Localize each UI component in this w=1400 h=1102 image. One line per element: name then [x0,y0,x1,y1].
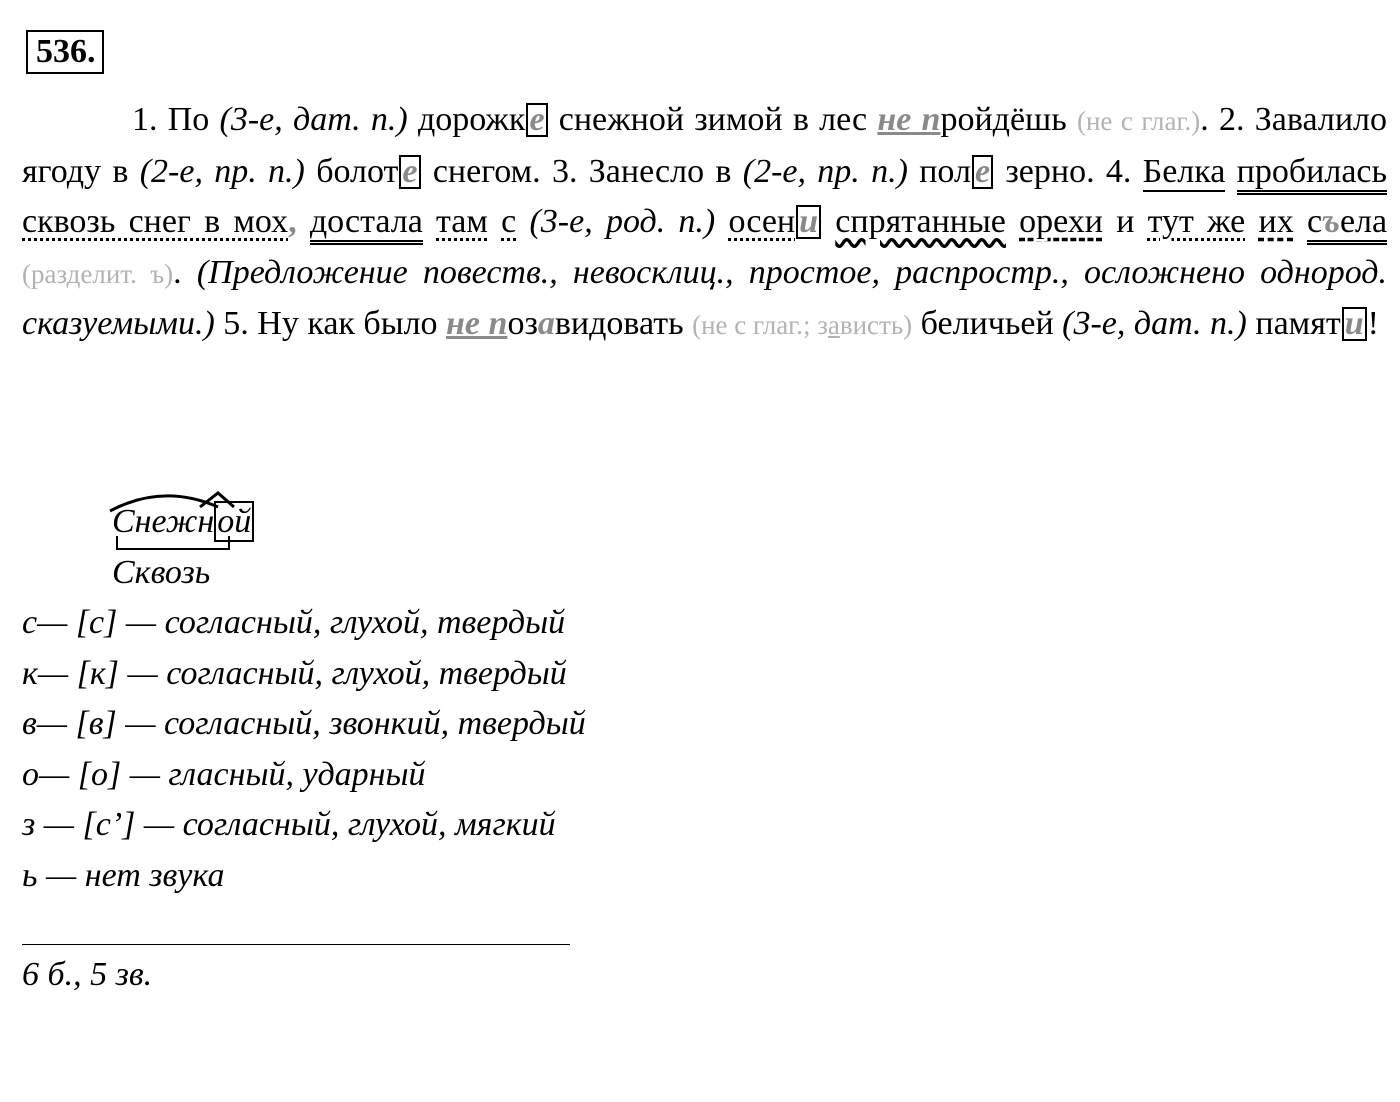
phonetic-word: Сквозь [112,553,211,591]
vowel-underline: а [827,310,840,340]
case-note: (3-е, дат. п.) [1062,305,1247,342]
stem-bracket [116,536,230,550]
predicate-word [1307,203,1387,245]
text-run: пол [907,152,971,190]
ending-letter-box: е [399,155,420,189]
text-run: и [1102,203,1148,240]
morpheme-analysis-word [112,497,254,548]
root-arc [110,496,218,511]
morpheme-analysis-line [22,497,586,548]
negation-highlight: не п [446,305,508,342]
phonetic-line: ь — нет звука [22,856,225,894]
word-stem: Снежн [112,503,215,540]
text-run: памят [1246,305,1341,342]
comma-mark: , [288,203,297,240]
suffix-caret [200,493,234,507]
text-run: ела [1339,203,1388,240]
adverbial-word: осен [728,203,796,240]
phonetic-line: к— [к] — согласный, глухой, твердый [22,654,567,692]
predicate-word: достала [310,203,423,245]
sentence-characteristic: (Предложение повеств., невосклиц., простое, распростр., осложнено однород. сказуемыми.) [22,253,1387,342]
text-run: . 2. Завалило ягоду в [22,101,1387,190]
case-note: (2-е, пр. п.) [742,152,908,190]
word-analysis-block [22,497,586,901]
adverbial-word: там [436,203,488,240]
text-run: ройдёшь [940,101,1077,138]
ending-letter-box: е [972,155,993,189]
word-ending-box: ой [214,501,254,542]
negation-highlight: не п [877,101,941,138]
text-run: с [1306,203,1323,240]
text-run: беличьей [912,305,1063,342]
root-and-suffix-marks [108,487,238,517]
predicate-word: пробилась [1237,153,1387,195]
text-run: оз [507,305,538,342]
phonetic-line: с— [с] — согласный, глухой, твердый [22,604,566,641]
hard-sign-highlight: ъ [1322,203,1340,240]
ending-letter-box: и [1342,307,1367,341]
object-word: орехи [1019,203,1103,240]
adverbial-word: тут же [1147,203,1246,240]
case-note: (3-е, дат. п.) [219,101,408,138]
text-run: дорожк [407,101,526,138]
phonetic-line: о— [о] — гласный, ударный [22,755,426,793]
exercise-number: 536. [26,30,104,74]
text-run: снежной зимой в лес [548,101,878,138]
gray-note [692,310,912,340]
gray-note: (не с глаг.) [1076,106,1201,136]
ending-letter-box: е [526,103,547,137]
subject-word: Белка [1142,152,1226,190]
text-run: ! [1367,305,1379,342]
gray-note: (разделит. ъ) [22,258,174,289]
preposition-word: с [501,203,517,240]
exercise-text: 1. По (3-е, дат. п.) дорожк е снежной зимой в лес не пройдёшь (не с глаг.). 2. Завалило ягоду в (2-е, пр. п.) болот е снегом. 3. Занесло в (2-е, пр. п.) пол е зерно. 4. Белка пробилась сквозь снег в мох, достала там с (3-е, род. п.) осен и спрятанные орехи и тут же их съела (разделит. ъ). (Предложение повеств., невосклиц., простое, распростр., осложнено однород. сказуемыми.) 5. Ну как было не позавидовать (не с глаг.; зависть) беличьей (3-е, дат. п.) памят и ! [22,101,1388,342]
text-run: зерно. 4. [994,152,1143,190]
text-run: 1. По [132,101,220,138]
ending-letter-box: и [796,205,821,239]
letters-sounds-summary: 6 б., 5 зв. [22,956,153,993]
adverbial-phrase: сквозь снег в мох [22,203,289,240]
divider-line [22,944,570,945]
vowel-highlight: а [537,305,555,342]
case-note: (2-е, пр. п.) [139,152,305,190]
attribute-word: спрятанные [835,203,1006,240]
text-run: (не с глаг.; з [692,310,828,340]
text-run: снегом. 3. Занесло в [421,152,743,190]
text-run: висть) [839,310,913,340]
object-word: их [1258,203,1294,240]
text-run: болот [304,152,399,190]
phonetic-line: в— [в] — согласный, звонкий, твердый [22,705,586,742]
text-run: видовать [554,305,693,342]
text-run: 5. Ну как было [223,305,447,342]
case-note: (3-е, род. п.) [529,203,716,240]
phonetic-line: з — [с’] — согласный, глухой, мягкий [22,806,556,843]
